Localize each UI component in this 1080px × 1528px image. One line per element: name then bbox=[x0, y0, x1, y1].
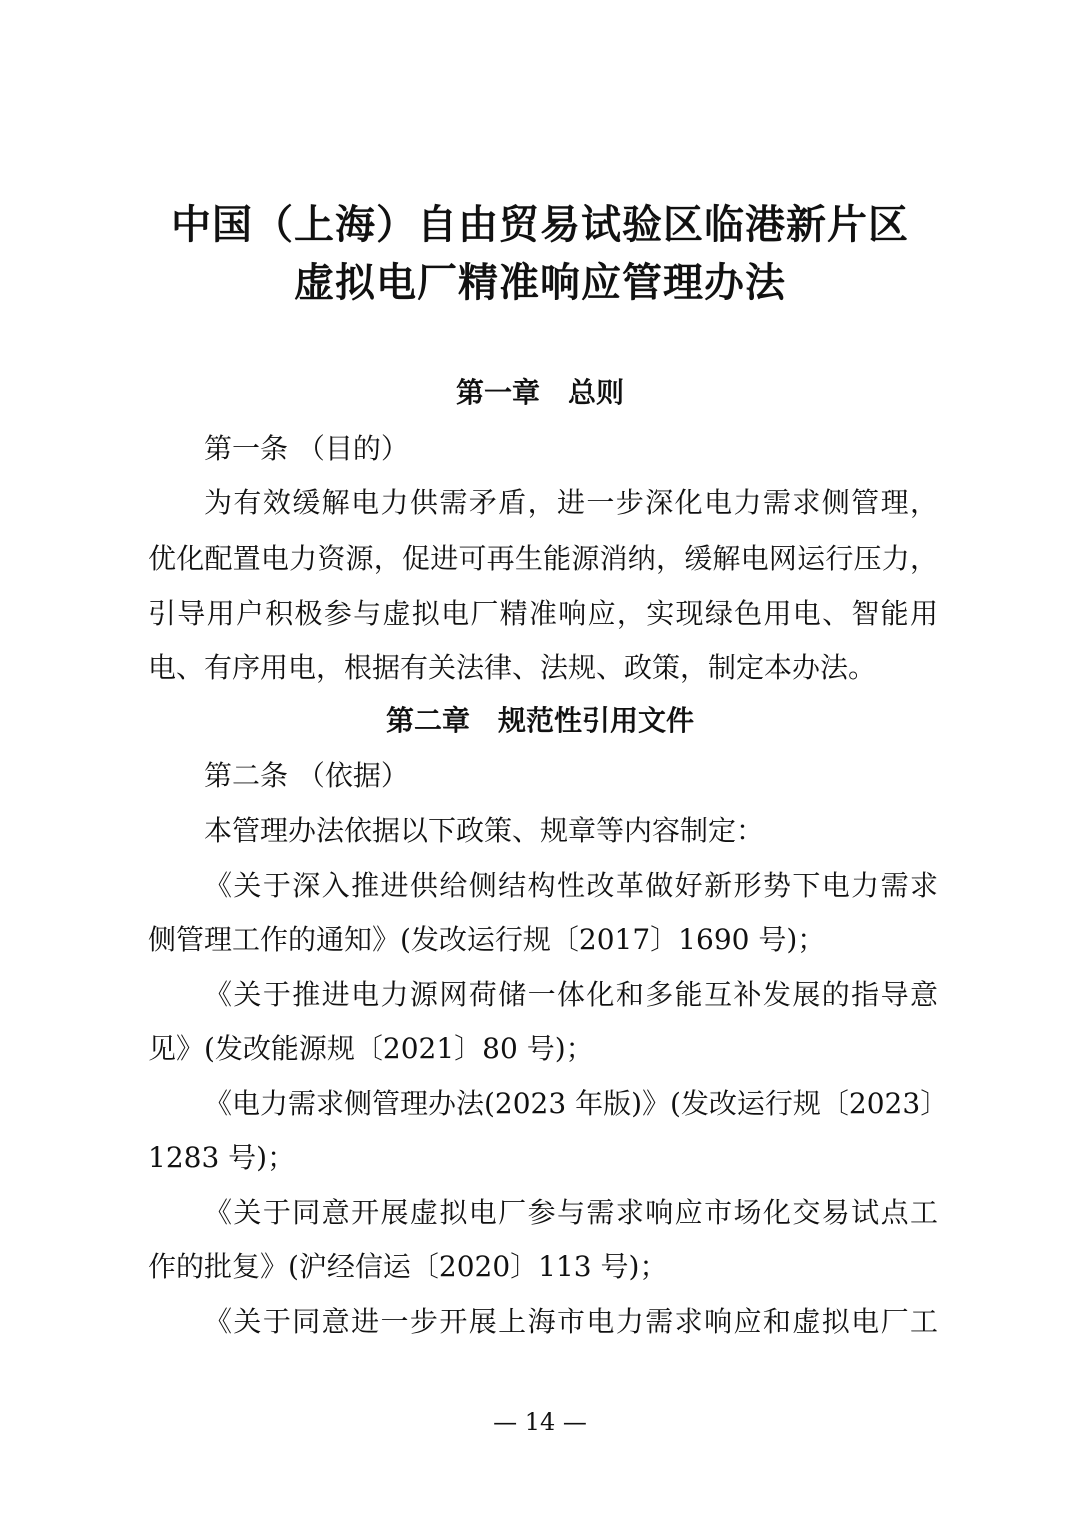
article-2-line-5: 《电力需求侧管理办法(2023 年版)》(发改运行规〔2023〕 bbox=[204, 1087, 949, 1120]
chapter-1-heading: 第一章 总则 bbox=[455, 376, 624, 409]
article-1-heading: 第一条 （目的） bbox=[204, 432, 409, 465]
article-2-line-6: 1283 号)； bbox=[148, 1141, 296, 1174]
article-2-line-9: 《关于同意进一步开展上海市电力需求响应和虚拟电厂工 bbox=[204, 1305, 938, 1338]
chapter-2-heading: 第二章 规范性引用文件 bbox=[385, 704, 694, 737]
article-1-line-2: 优化配置电力资源，促进可再生能源消纳，缓解电网运行压力， bbox=[148, 542, 938, 575]
article-2-line-4: 见》(发改能源规〔2021〕80 号)； bbox=[148, 1032, 594, 1065]
article-2-line-1: 《关于深入推进供给侧结构性改革做好新形势下电力需求 bbox=[204, 869, 938, 902]
document-title-line-1: 中国（上海）自由贸易试验区临港新片区 bbox=[171, 202, 909, 248]
article-1-line-3: 引导用户积极参与虚拟电厂精准响应，实现绿色用电、智能用 bbox=[148, 597, 938, 630]
article-2-intro: 本管理办法依据以下政策、规章等内容制定： bbox=[204, 814, 765, 847]
page-number: — 14 — bbox=[493, 1408, 587, 1436]
article-2-line-8: 作的批复》(沪经信运〔2020〕113 号)； bbox=[148, 1250, 668, 1283]
document-title-line-2: 虚拟电厂精准响应管理办法 bbox=[294, 260, 786, 306]
article-2-line-2: 侧管理工作的通知》(发改运行规〔2017〕1690 号)； bbox=[148, 923, 826, 956]
article-2-line-7: 《关于同意开展虚拟电厂参与需求响应市场化交易试点工 bbox=[204, 1196, 938, 1229]
article-2-heading: 第二条 （依据） bbox=[204, 759, 409, 792]
article-2-line-3: 《关于推进电力源网荷储一体化和多能互补发展的指导意 bbox=[204, 978, 938, 1011]
article-1-line-1: 为有效缓解电力供需矛盾，进一步深化电力需求侧管理， bbox=[204, 486, 938, 519]
article-1-line-4: 电、有序用电，根据有关法律、法规、政策，制定本办法。 bbox=[148, 651, 877, 684]
